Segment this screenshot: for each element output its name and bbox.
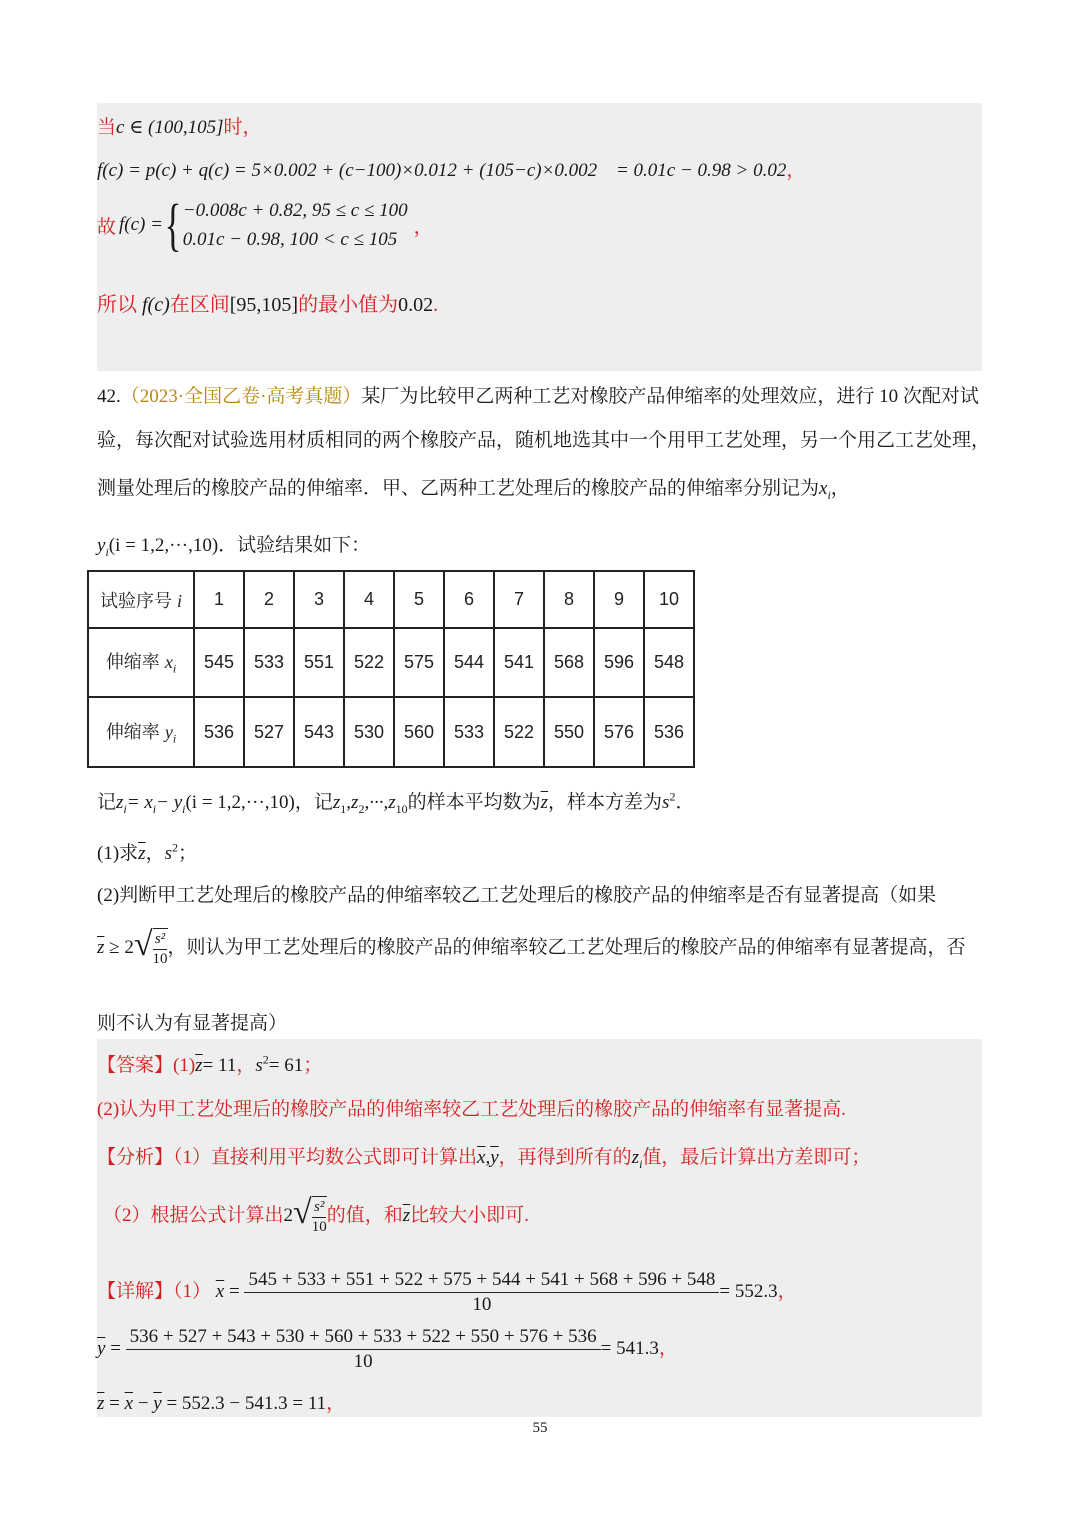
conclusion-end: .	[433, 294, 439, 316]
var-y-sub: i	[105, 544, 109, 559]
table-row-x	[88, 628, 694, 697]
table-cell: 550	[544, 697, 594, 767]
table-cell: 541	[494, 628, 544, 697]
when-line	[97, 112, 262, 139]
answer-s: s	[255, 1055, 263, 1076]
ybar-fraction	[126, 1325, 601, 1374]
brace-icon: {	[164, 192, 182, 257]
when-suffix: 时，	[223, 117, 262, 138]
answer-sep: ，	[236, 1055, 256, 1076]
table-cell: 536	[194, 697, 244, 767]
table-cell: 548	[644, 628, 694, 697]
problem-text-1: 某厂为比较甲乙两种工艺对橡胶产品伸缩率的处理效应，进行 10 次配对试	[361, 386, 979, 407]
detail-eq-1: =	[228, 1280, 240, 1302]
row-x-label: 伸缩率	[105, 652, 160, 673]
q2-cond-den: 10	[152, 951, 168, 967]
detail-xbar: $\overline{x}$	[215, 1280, 225, 1302]
table-cell: 568	[544, 628, 594, 697]
page-number: 55	[532, 1420, 548, 1436]
table-cell: 6	[444, 571, 494, 628]
table-cell: 576	[594, 697, 644, 767]
table-cell: 545	[194, 628, 244, 697]
conclusion-interval: [95,105]	[229, 294, 299, 316]
analysis-tag: 【分析】	[97, 1147, 174, 1168]
var-text: ，样本方差为	[548, 792, 663, 813]
detail-z-x: $\overline{x}$	[124, 1393, 134, 1414]
header-var: i	[177, 590, 183, 611]
case-end: ，	[413, 216, 433, 238]
analysis-xbar: $\overline{x}$	[477, 1147, 486, 1168]
z-def: z	[116, 792, 124, 813]
table-cell: 551	[294, 628, 344, 697]
analysis-ybar: $\overline{y}$	[490, 1147, 499, 1168]
ybar-num: 536 + 527 + 543 + 530 + 560 + 533 + 522 + 550 + 576 + 536	[126, 1325, 601, 1350]
experiment-table	[87, 570, 695, 768]
s-symbol: s	[662, 792, 670, 813]
f-lhs: f(c) =	[119, 214, 163, 235]
answer-tag: 【答案】	[97, 1055, 174, 1076]
sqrt-icon: √ $\frac{\text{s²}}{10}$	[293, 1194, 327, 1235]
table-cell: 2	[244, 571, 294, 628]
s-sup: 2	[669, 789, 676, 804]
table-cell: 9	[594, 571, 644, 628]
detail-z-y: $\overline{y}$	[153, 1393, 162, 1414]
table-cell: 575	[394, 628, 444, 697]
table-cell: 4	[344, 571, 394, 628]
question-2-line-1: (2)判断甲工艺处理后的橡胶产品的伸缩率较乙工艺处理后的橡胶产品的伸缩率是否有显著提高（如果	[97, 885, 937, 906]
analysis-line-1	[97, 1142, 870, 1172]
problem-text-3: 测量处理后的橡胶产品的伸缩率．甲、乙两种工艺处理后的橡胶产品的伸缩率分别记为	[97, 478, 820, 499]
table-cell: 544	[444, 628, 494, 697]
f-def-lhs: f(c) = p(c) + q(c) = 5×0.002 + (c−100)×0.012 + (105−c)×0.002	[97, 160, 598, 181]
z-bar: $\overline{z}$	[540, 792, 549, 813]
detail-z-calc: = 552.3 − 541.3 = 11	[166, 1393, 327, 1414]
answer-end: ；	[303, 1055, 323, 1076]
problem-source: （2023·全国乙卷·高考真题）	[120, 386, 362, 407]
z-def-cond: (i = 1,2,···,10)	[185, 792, 295, 813]
case-1: −0.008c + 0.82, 95 ≤ c ≤ 100	[182, 200, 408, 221]
gu-label: 故	[97, 216, 117, 238]
detail-comma-1: ，	[777, 1280, 797, 1302]
header-index-cell	[88, 571, 194, 628]
conclusion-line	[97, 288, 438, 317]
q2-cond-ge: ≥ 2	[109, 936, 134, 958]
table-cell: 543	[294, 697, 344, 767]
problem-number: 42.	[97, 386, 121, 407]
q1-s: s	[164, 843, 172, 864]
detail-tag: 【详解】	[97, 1280, 174, 1302]
conclusion-c: 的最小值为	[298, 294, 399, 316]
header-x-cell	[88, 628, 194, 697]
analysis-text-6: 比较大小即可.	[410, 1204, 529, 1226]
answer-s-sup: 2	[262, 1052, 269, 1067]
mean-text: 的样本平均数为	[407, 792, 541, 813]
header-y-cell	[88, 697, 194, 767]
after-table-end: ．	[675, 792, 695, 813]
analysis-text-2: ，再得到所有的	[498, 1147, 632, 1168]
z-def-minus: − y	[156, 792, 183, 813]
q1-label: (1)求	[97, 843, 139, 864]
detail-ybar-line	[97, 1325, 678, 1374]
table-cell: 530	[344, 697, 394, 767]
q1-end: ；	[177, 843, 197, 864]
conclusion-b: 在区间	[169, 294, 230, 316]
analysis-text-5: 的值，和	[326, 1204, 403, 1226]
ji2-label: ，记	[294, 792, 333, 813]
var-x: x	[819, 478, 828, 499]
problem-line-2: 验，每次配对试验选用材质相同的两个橡胶产品，随机地选其中一个用甲工艺处理，另一个用乙工艺处理，	[97, 430, 991, 451]
analysis-line-2	[103, 1196, 529, 1237]
q1-zbar: $\overline{z}$	[138, 843, 146, 864]
table-cell: 560	[394, 697, 444, 767]
table-row-index	[88, 571, 694, 628]
detail-zbar-line: $\overline{z} = \overline{x} - \overline{y} = 552.3 - 541.3 = 11$，	[97, 1393, 346, 1414]
z-list-rest: ,z	[346, 792, 359, 813]
table-row-y	[88, 697, 694, 767]
detail-xbar-line	[97, 1268, 797, 1317]
z-list-rest2: ,···,z	[364, 792, 396, 813]
q2-text-2: ，则认为甲工艺处理后的橡胶产品的伸缩率较乙工艺处理后的橡胶产品的伸缩率有显著提高，否	[167, 936, 966, 958]
ybar-result: = 541.3	[600, 1337, 659, 1359]
table-cell: 527	[244, 697, 294, 767]
table-cell: 522	[344, 628, 394, 697]
problem-line-1	[97, 381, 979, 408]
question-2-line-3: 则不认为有显著提高）	[97, 1013, 288, 1034]
answer-p1-label: (1)	[173, 1055, 196, 1076]
row-x-var: x	[164, 652, 173, 673]
conclusion-val: 0.02	[398, 294, 434, 316]
analysis-comma: ,	[485, 1147, 491, 1168]
piecewise	[97, 192, 433, 257]
detail-label: （1）	[173, 1280, 212, 1302]
table-cell: 533	[244, 628, 294, 697]
answer-s-val: = 61	[268, 1055, 304, 1076]
table-cell: 8	[544, 571, 594, 628]
problem-line-4	[97, 530, 370, 560]
analysis-zbar: $\overline{z}$	[402, 1204, 411, 1226]
analysis-text-3: 值，最后计算出方差即可；	[642, 1147, 871, 1168]
problem-line-3	[97, 473, 850, 503]
row-y-label: 伸缩率	[105, 721, 160, 742]
detail-comma-2: ，	[658, 1337, 678, 1359]
question-1	[97, 838, 197, 865]
var-x-sub: i	[827, 487, 831, 502]
q1-s-sup: 2	[171, 840, 178, 855]
ji-label: 记	[97, 792, 117, 813]
table-cell: 533	[444, 697, 494, 767]
answer-line-2: (2)认为甲工艺处理后的橡胶产品的伸缩率较乙工艺处理后的橡胶产品的伸缩率有显著提高.	[97, 1099, 846, 1120]
analysis-den: 10	[311, 1219, 327, 1235]
problem-line3-end: ，	[830, 478, 850, 499]
case-2: 0.01c − 0.98, 100 < c ≤ 105	[182, 229, 398, 250]
f-def-end: ，	[786, 160, 806, 181]
problem-text-4: ．试验结果如下：	[218, 535, 371, 556]
detail-ybar: $\overline{y}$	[97, 1337, 106, 1359]
var-y: y	[97, 535, 106, 556]
row-y-sub: i	[172, 731, 177, 746]
conclusion-fc: f(c)	[142, 294, 170, 316]
analysis-num: s²	[312, 1198, 326, 1218]
detail-eq-3: =	[109, 1393, 120, 1414]
when-prefix: 当	[97, 117, 117, 138]
analysis-z-sub: i	[639, 1156, 643, 1171]
row-y-var: y	[164, 721, 173, 742]
f-def-line	[97, 155, 805, 182]
analysis-text-4: （2）根据公式计算出	[103, 1204, 284, 1226]
xbar-fraction	[244, 1268, 719, 1317]
conclusion-a: 所以	[97, 294, 137, 316]
xbar-result: = 552.3	[719, 1280, 778, 1302]
answer-zbar: $\overline{z}$	[195, 1055, 203, 1076]
sqrt-icon: √ $\frac{\text{s²}}{10}$	[133, 926, 168, 967]
table-cell: 10	[644, 571, 694, 628]
table-cell: 522	[494, 697, 544, 767]
table-cell: 3	[294, 571, 344, 628]
z-definition-line: 记$z_i= x_i- y_i(i = 1,2,\cdot\cdot\cdot,10)$，记$z_1,z_2,\cdot\cdot\cdot,z_{10}$的样本平均数为$\overline{z}$，样本方差为$s^2$．	[97, 789, 695, 816]
xbar-den: 10	[472, 1294, 492, 1315]
when-cond: c ∈ (100,105]	[116, 117, 224, 138]
xbar-num: 545 + 533 + 551 + 522 + 575 + 544 + 541 + 568 + 596 + 548	[244, 1268, 719, 1293]
cases	[183, 196, 408, 254]
analysis-two: 2	[283, 1204, 294, 1226]
detail-eq-2: =	[110, 1337, 121, 1359]
analysis-z: z	[631, 1147, 640, 1168]
table-cell: 596	[594, 628, 644, 697]
header-label: 试验序号	[99, 590, 172, 611]
z-list: z	[332, 792, 341, 813]
answer-z-val: = 11	[202, 1055, 237, 1076]
ybar-den: 10	[353, 1351, 373, 1372]
answer-line-1	[97, 1050, 322, 1077]
table-cell: 5	[394, 571, 444, 628]
table-cell: 7	[494, 571, 544, 628]
table-cell: 1	[194, 571, 244, 628]
row-x-sub: i	[172, 661, 177, 676]
f-def-rhs: = 0.01c − 0.98 > 0.02	[615, 160, 787, 181]
detail-comma-3: ，	[326, 1393, 346, 1414]
table-cell: 536	[644, 697, 694, 767]
analysis-text-1: （1）直接利用平均数公式即可计算出	[173, 1147, 478, 1168]
q1-sep: ，	[145, 843, 165, 864]
q2-cond-lhs: $\overline{z}$	[97, 936, 105, 958]
q2-cond-num: s²	[153, 930, 167, 950]
piecewise-line	[97, 192, 433, 257]
question-2-line-2	[97, 928, 966, 969]
detail-zbar: $\overline{z}$	[97, 1393, 105, 1414]
z-def-rest: = x	[126, 792, 153, 813]
index-cond: (i = 1,2,···,10)	[108, 535, 219, 556]
